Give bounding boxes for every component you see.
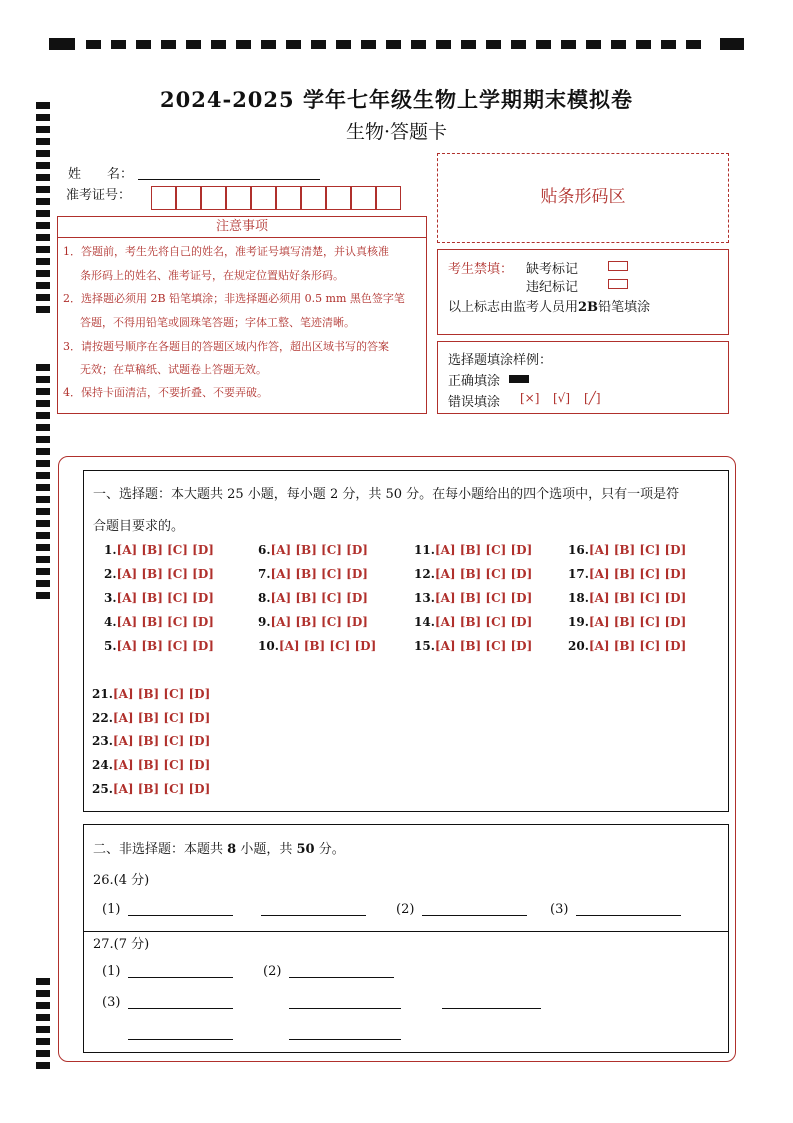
choice-question[interactable]: 13.[A] [B] [C] [D] bbox=[414, 591, 533, 605]
q26-blank-label: (2) bbox=[396, 902, 415, 917]
page-subtitle: 生物·答题卡 bbox=[345, 121, 448, 143]
q26-blank-label: (1) bbox=[102, 902, 121, 917]
forbidden-box bbox=[437, 249, 729, 335]
choice-question[interactable]: 6.[A] [B] [C] [D] bbox=[258, 543, 368, 557]
choice-question[interactable]: 10.[A] [B] [C] [D] bbox=[258, 639, 377, 653]
choice-question[interactable]: 4.[A] [B] [C] [D] bbox=[104, 615, 214, 629]
choice-question[interactable]: 20.[A] [B] [C] [D] bbox=[568, 639, 687, 653]
choice-question[interactable]: 12.[A] [B] [C] [D] bbox=[414, 567, 533, 581]
choice-question[interactable]: 14.[A] [B] [C] [D] bbox=[414, 615, 533, 629]
answer-line[interactable] bbox=[289, 1039, 401, 1040]
q27-blank-label: (1) bbox=[102, 964, 121, 979]
answer-line[interactable] bbox=[128, 915, 233, 916]
choice-question[interactable]: 5.[A] [B] [C] [D] bbox=[104, 639, 214, 653]
correct-fill-label: 正确填涂 bbox=[448, 374, 501, 389]
forbidden-note: 以上标志由监考人员用2B铅笔填涂 bbox=[448, 300, 651, 315]
answer-line[interactable] bbox=[576, 915, 681, 916]
notice-item: 3．请按题号顺序在各题目的答题区域内作答，超出区域书写的答案 bbox=[63, 340, 389, 353]
section1-heading-line2: 合题目要求的。 bbox=[93, 519, 185, 534]
answer-line[interactable] bbox=[128, 1039, 233, 1040]
barcode-area: 贴条形码区 bbox=[437, 153, 729, 243]
answer-line[interactable] bbox=[442, 1008, 541, 1009]
q27-blank-label: (2) bbox=[263, 964, 282, 979]
choice-question[interactable]: 22.[A] [B] [C] [D] bbox=[92, 711, 211, 725]
wrong-fill-mark: [√] bbox=[553, 391, 571, 405]
answer-line[interactable] bbox=[289, 977, 394, 978]
notice-item: 条形码上的姓名、准考证号，在规定位置贴好条形码。 bbox=[80, 269, 344, 282]
answer-line[interactable] bbox=[422, 915, 527, 916]
choice-question[interactable]: 16.[A] [B] [C] [D] bbox=[568, 543, 687, 557]
answer-line[interactable] bbox=[128, 1008, 233, 1009]
notice-box bbox=[57, 216, 427, 414]
choice-question[interactable]: 19.[A] [B] [C] [D] bbox=[568, 615, 687, 629]
absent-mark-box[interactable] bbox=[608, 261, 628, 271]
q26-label: 26.(4 分) bbox=[93, 873, 150, 888]
choice-question[interactable]: 7.[A] [B] [C] [D] bbox=[258, 567, 368, 581]
fill-example-box bbox=[437, 341, 729, 414]
notice-title: 注意事项 bbox=[58, 217, 426, 238]
page-title: 2024-2025 学年七年级生物上学期期末模拟卷 bbox=[160, 87, 633, 112]
id-label: 准考证号： bbox=[66, 188, 132, 203]
choice-question[interactable]: 3.[A] [B] [C] [D] bbox=[104, 591, 214, 605]
wrong-fill-mark: [×] bbox=[520, 391, 540, 405]
q27-label: 27.(7 分) bbox=[93, 937, 150, 952]
q27-blank-label: (3) bbox=[102, 995, 121, 1010]
choice-question[interactable]: 24.[A] [B] [C] [D] bbox=[92, 758, 211, 772]
choice-question[interactable]: 1.[A] [B] [C] [D] bbox=[104, 543, 214, 557]
notice-item: 答题，不得用铅笔或圆珠笔答题；字体工整、笔迹清晰。 bbox=[80, 316, 355, 329]
section2-heading: 二、非选择题：本题共 8 小题，共 50 分。 bbox=[93, 842, 345, 857]
absent-label: 缺考标记 bbox=[526, 262, 579, 277]
notice-item: 2．选择题必须用 2B 铅笔填涂；非选择题必须用 0.5 mm 黑色签字笔 bbox=[63, 292, 405, 305]
choice-question[interactable]: 11.[A] [B] [C] [D] bbox=[414, 543, 533, 557]
violation-mark-box[interactable] bbox=[608, 279, 628, 289]
name-field[interactable] bbox=[138, 163, 320, 180]
correct-fill-sample bbox=[509, 375, 529, 383]
violation-label: 违纪标记 bbox=[526, 280, 579, 295]
q26-blank-label: (3) bbox=[550, 902, 569, 917]
choice-question[interactable]: 2.[A] [B] [C] [D] bbox=[104, 567, 214, 581]
section2-divider bbox=[84, 931, 728, 932]
choice-question[interactable]: 23.[A] [B] [C] [D] bbox=[92, 734, 211, 748]
forbidden-label: 考生禁填： bbox=[448, 262, 514, 277]
answer-line[interactable] bbox=[128, 977, 233, 978]
choice-question[interactable]: 25.[A] [B] [C] [D] bbox=[92, 782, 211, 796]
notice-item: 4．保持卡面清洁，不要折叠、不要弄破。 bbox=[63, 386, 268, 399]
notice-item: 无效；在草稿纸、试题卷上答题无效。 bbox=[80, 363, 267, 376]
choice-question[interactable]: 17.[A] [B] [C] [D] bbox=[568, 567, 687, 581]
choice-question[interactable]: 21.[A] [B] [C] [D] bbox=[92, 687, 211, 701]
notice-item: 1．答题前，考生先将自己的姓名，准考证号填写清楚，并认真核准 bbox=[63, 245, 389, 258]
name-label: 姓 名： bbox=[68, 167, 134, 182]
wrong-fill-label: 错误填涂 bbox=[448, 395, 501, 410]
choice-question[interactable]: 15.[A] [B] [C] [D] bbox=[414, 639, 533, 653]
choice-question[interactable]: 8.[A] [B] [C] [D] bbox=[258, 591, 368, 605]
section-non-choice bbox=[83, 824, 729, 1053]
choice-question[interactable]: 18.[A] [B] [C] [D] bbox=[568, 591, 687, 605]
answer-line[interactable] bbox=[261, 915, 366, 916]
answer-line[interactable] bbox=[289, 1008, 401, 1009]
section1-heading-line1: 一、选择题：本大题共 25 小题，每小题 2 分，共 50 分。在每小题给出的四个选项中，只有一项是符 bbox=[93, 487, 680, 502]
choice-question[interactable]: 9.[A] [B] [C] [D] bbox=[258, 615, 368, 629]
fill-example-label: 选择题填涂样例： bbox=[448, 353, 553, 368]
wrong-fill-mark: [╱] bbox=[584, 391, 601, 405]
